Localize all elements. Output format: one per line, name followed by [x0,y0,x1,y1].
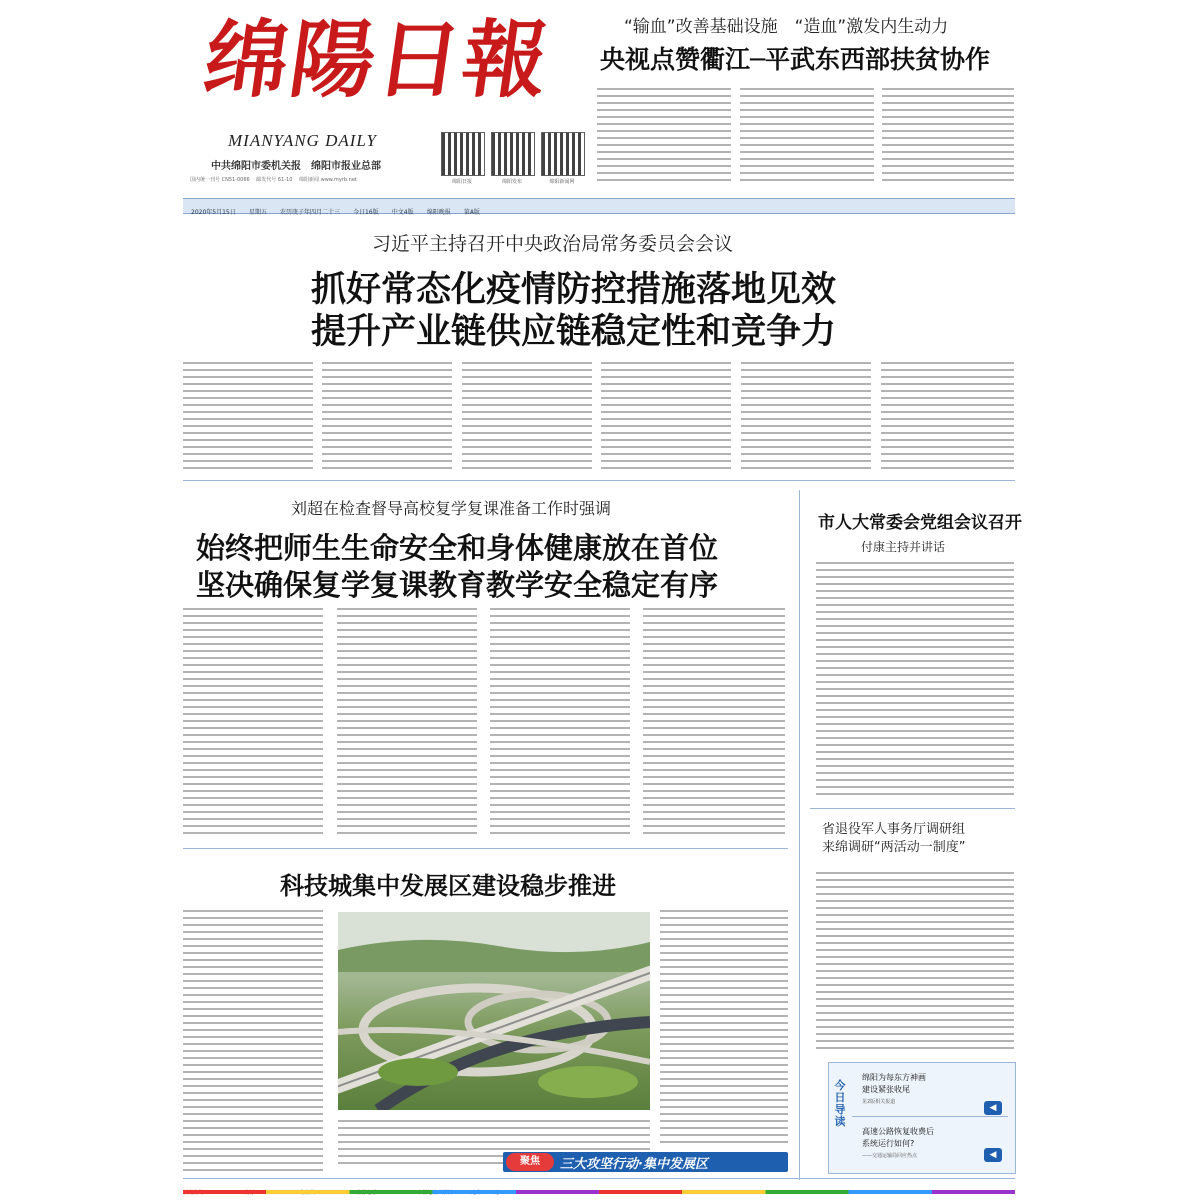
arrow-icon[interactable]: ◀ [984,1148,1002,1162]
guide-tag: 今日导读 [834,1079,846,1128]
weekday: 星期五 [248,209,267,216]
tech-story-headline[interactable]: 科技城集中发展区建设稳步推进 [280,872,616,900]
top-story-text-column [740,88,874,184]
npc-story-headline[interactable]: 市人大常委会党组会议召开 [818,513,1022,533]
section-divider [183,848,788,849]
npc-story-text [816,562,1014,796]
paper-name: 绵阳晚报 [426,209,451,216]
qr-caption: 绵阳日报 [451,179,472,185]
lead-story-text-column [601,362,731,470]
page-number: 第A版 [463,209,480,216]
guide-divider [852,1116,1008,1117]
guide-item-sub: ——交通运输局回应热点 [862,1153,918,1159]
school-story-text-column [183,608,323,836]
banner-text: 三大攻坚行动·集中发展区 [560,1157,708,1172]
footer-color-bar [183,1190,1015,1194]
arrow-icon[interactable]: ◀ [984,1101,1002,1115]
guide-item-title[interactable]: 系统运行如何? [862,1139,915,1148]
top-story-kicker: “输血”改善基础设施 “造血”激发内生动力 [624,17,949,37]
date: 2020年5月15日 [191,209,236,216]
qr-code-icon[interactable] [541,132,585,176]
lead-story-text-column [881,362,1014,470]
column-divider [799,490,800,1180]
tech-story-text-column [183,910,323,1172]
npc-story-subhead: 付康主持并讲话 [861,540,946,554]
masthead [198,10,575,120]
top-story-text-column [882,88,1014,184]
top-story-headline[interactable]: 央视点赞衢江─平武东西部扶贫协作 [600,45,991,74]
school-story-text-column [337,608,477,836]
guide-item-title[interactable]: 建设紧张收尾 [862,1085,910,1094]
section-divider [183,480,1015,481]
qr-caption: 绵阳新闻网 [549,179,575,185]
lead-story-text-column [741,362,871,470]
qr-code-icon[interactable] [441,132,485,176]
guide-item-title[interactable]: 绵阳为每东方神画 [862,1073,926,1082]
masthead-org-line: 中共绵阳市委机关报 绵阳市报业总部 [211,161,381,172]
lead-story-text-column [183,362,313,470]
lead-story-headline-line2[interactable]: 提升产业链供应链稳定性和竞争力 [311,312,837,352]
highway-interchange-photo[interactable] [338,912,650,1110]
publication-info: 国内统一刊号 CN51-0066 邮发代号 61-10 绵阳新闻 www.myrb.net [190,177,357,183]
qr-code-icon[interactable] [491,132,535,176]
masthead-title: 绵陽日報 [198,10,557,109]
page-count: 今日16版 [353,209,379,216]
veterans-story-kicker-line1[interactable]: 省退役军人事务厅调研组 [822,822,966,837]
lead-story-kicker: 习近平主持召开中央政治局常务委员会会议 [372,233,734,255]
lead-story-headline-line1[interactable]: 抓好常态化疫情防控措施落地见效 [311,270,837,310]
date-band [183,198,1015,214]
veterans-story-kicker-line2[interactable]: 来绵调研“两活动一制度” [822,840,966,855]
school-story-kicker: 刘超在检查督导高校复学复课准备工作时强调 [291,499,612,518]
lead-story-text-column [462,362,592,470]
lunar-date: 农历庚子年四月二十三 [279,209,340,216]
school-story-headline-line1[interactable]: 始终把师生生命安全和身体健康放在首位 [196,531,719,565]
tech-story-text-column [660,910,788,1146]
interchange-illustration [338,912,650,1110]
guide-item-title[interactable]: 高速公路恢复收费后 [862,1127,934,1136]
masthead-english: MIANYANG DAILY [228,131,377,150]
school-story-text-column [643,608,785,836]
school-story-text-column [490,608,630,836]
veterans-story-text [816,872,1014,1052]
edition: 中文4版 [391,209,414,216]
lead-story-text-column [322,362,452,470]
top-story-text-column [597,88,731,184]
school-story-headline-line2[interactable]: 坚决确保复学复课教育教学安全稳定有序 [196,568,719,602]
section-divider [810,808,1015,809]
guide-item-sub: 见2版相关报道 [862,1099,896,1105]
qr-caption: 绵阳发布 [501,179,522,185]
banner-mark: 聚焦 [506,1153,554,1171]
